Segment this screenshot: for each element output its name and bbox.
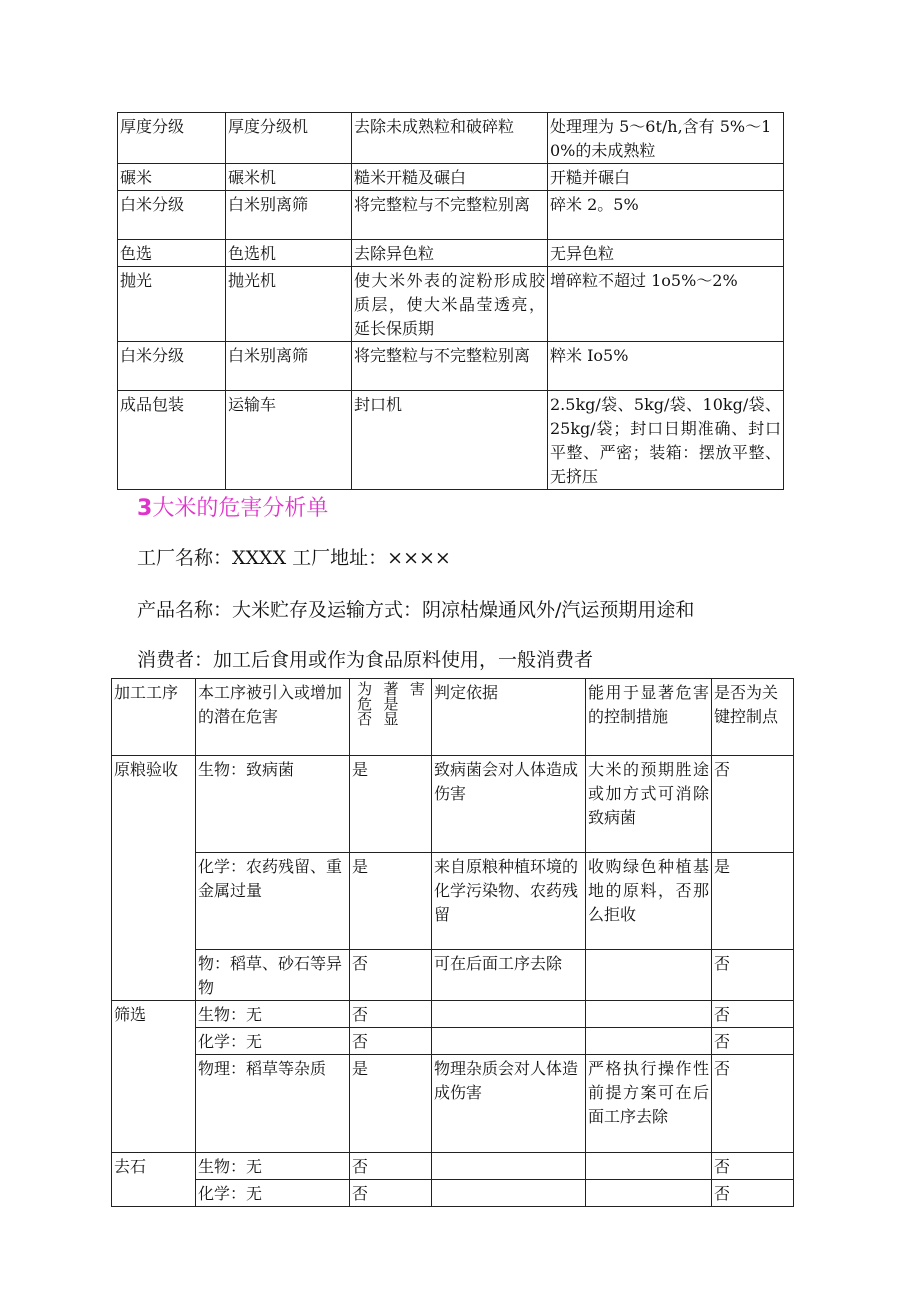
header-hazard: 本工序被引入或增加的潜在危害 [196,679,350,756]
significant-cell: 是 [350,1055,432,1153]
table-cell: 去除未成熟粒和破碎粒 [352,113,548,164]
table-row [112,756,794,853]
table-row [118,267,784,342]
hazard-cell: 生物：致病菌 [196,756,350,853]
table-row [112,950,794,1001]
table-cell: 将完整粒与不完整粒别离 [352,342,548,391]
ccp-cell: 否 [712,950,794,1001]
table-cell: 处理理为 5～6t/h,含有 5%～10%的未成熟粒 [548,113,784,164]
measure-cell [586,950,712,1001]
section-title: 大米的危害分析单 [152,496,329,521]
process-cell: 筛选 [112,1001,196,1153]
header-measure: 能用于显著危害的控制措施 [586,679,712,756]
process-cell: 去石 [112,1153,196,1207]
table-cell: 使大米外表的淀粉形成胶质层，使大米晶莹透亮，延长保质期 [352,267,548,342]
header-process: 加工工序 [112,679,196,756]
hazard-cell: 物理：稻草等杂质 [196,1055,350,1153]
product-info-line: 产品名称：大米贮存及运输方式：阴凉枯燥通风外/汽运预期用途和 [137,599,695,621]
ccp-cell: 否 [712,1055,794,1153]
table-cell: 无异色粒 [548,240,784,267]
table-cell: 白米别离筛 [226,342,352,391]
ccp-cell: 否 [712,756,794,853]
table-cell: 增碎粒不超过 1o5%～2% [548,267,784,342]
table-row [118,113,784,164]
table-row [112,853,794,950]
basis-cell [432,1028,586,1055]
measure-cell [586,1028,712,1055]
basis-cell [432,1001,586,1028]
significant-cell: 否 [350,1180,432,1207]
header-basis: 判定依据 [432,679,586,756]
table-cell: 将完整粒与不完整粒别离 [352,191,548,240]
table-cell: 碾米 [118,164,226,191]
measure-cell [586,1180,712,1207]
table-cell: 开糙并碾白 [548,164,784,191]
basis-cell: 物理杂质会对人体造成伤害 [432,1055,586,1153]
ccp-cell: 是 [712,853,794,950]
table-cell: 2.5kg/袋、5kg/袋、10kg/袋、25kg/袋；封口日期准确、封口平整、严密；装箱：摆放平整、无挤压 [548,391,784,490]
table-row [118,342,784,391]
measure-cell: 大米的预期胜途或加方式可消除致病菌 [586,756,712,853]
consumer-info-line: 消费者：加工后食用或作为食品原料使用，一般消费者 [137,649,594,671]
table-cell: 碎米 2。5% [548,191,784,240]
table-cell: 粹米 Io5% [548,342,784,391]
table-cell: 去除异色粒 [352,240,548,267]
table-row [118,191,784,240]
hazard-cell: 生物：无 [196,1001,350,1028]
basis-cell [432,1180,586,1207]
basis-cell: 可在后面工序去除 [432,950,586,1001]
table-cell: 色选机 [226,240,352,267]
hazard-cell: 生物：无 [196,1153,350,1180]
table-cell: 白米别离筛 [226,191,352,240]
significant-cell: 是 [350,756,432,853]
significant-cell: 否 [350,1028,432,1055]
table-cell: 成品包装 [118,391,226,490]
hazard-cell: 化学：无 [196,1180,350,1207]
factory-info-line: 工厂名称：XXXX 工厂地址：×××× [137,547,451,569]
table-cell: 封口机 [352,391,548,490]
measure-cell: 收购绿色种植基地的原料，否那么拒收 [586,853,712,950]
significant-cell: 否 [350,1001,432,1028]
table-cell: 运输车 [226,391,352,490]
table-cell: 色选 [118,240,226,267]
process-steps-table [117,112,784,490]
ccp-cell: 否 [712,1028,794,1055]
ccp-cell: 否 [712,1001,794,1028]
table-cell: 碾米机 [226,164,352,191]
section-number: 3 [137,496,153,521]
significant-cell: 否 [350,1153,432,1180]
hazard-cell: 物：稻草、砂石等异物 [196,950,350,1001]
table-header-row [112,679,794,756]
header-vertical-text: 著是显 [381,681,400,726]
process-cell: 原粮验收 [112,756,196,1001]
table-cell: 抛光 [118,267,226,342]
table-row [112,1153,794,1180]
header-vertical-text: 为危否 [355,681,374,726]
table-cell: 厚度分级机 [226,113,352,164]
table-cell: 抛光机 [226,267,352,342]
header-ccp: 是否为关键控制点 [712,679,794,756]
ccp-cell: 否 [712,1180,794,1207]
hazard-analysis-table [111,678,794,1207]
table-row [118,164,784,191]
table-cell: 厚度分级 [118,113,226,164]
measure-cell [586,1153,712,1180]
table-cell: 白米分级 [118,191,226,240]
table-row [112,1180,794,1207]
table-row [118,391,784,490]
measure-cell [586,1001,712,1028]
table-row [112,1055,794,1153]
header-significant [350,679,432,756]
significant-cell: 是 [350,853,432,950]
hazard-cell: 化学：农药残留、重金属过量 [196,853,350,950]
section-heading [137,491,328,522]
table-row [112,1001,794,1028]
table-cell: 白米分级 [118,342,226,391]
table-row [112,1028,794,1055]
ccp-cell: 否 [712,1153,794,1180]
header-vertical-text: 害 [407,681,426,696]
basis-cell: 致病菌会对人体造成伤害 [432,756,586,853]
measure-cell: 严格执行操作性前提方案可在后面工序去除 [586,1055,712,1153]
table-row [118,240,784,267]
significant-cell: 否 [350,950,432,1001]
table-cell: 糙米开糙及碾白 [352,164,548,191]
hazard-cell: 化学：无 [196,1028,350,1055]
basis-cell: 来自原粮种植环境的化学污染物、农药残留 [432,853,586,950]
basis-cell [432,1153,586,1180]
